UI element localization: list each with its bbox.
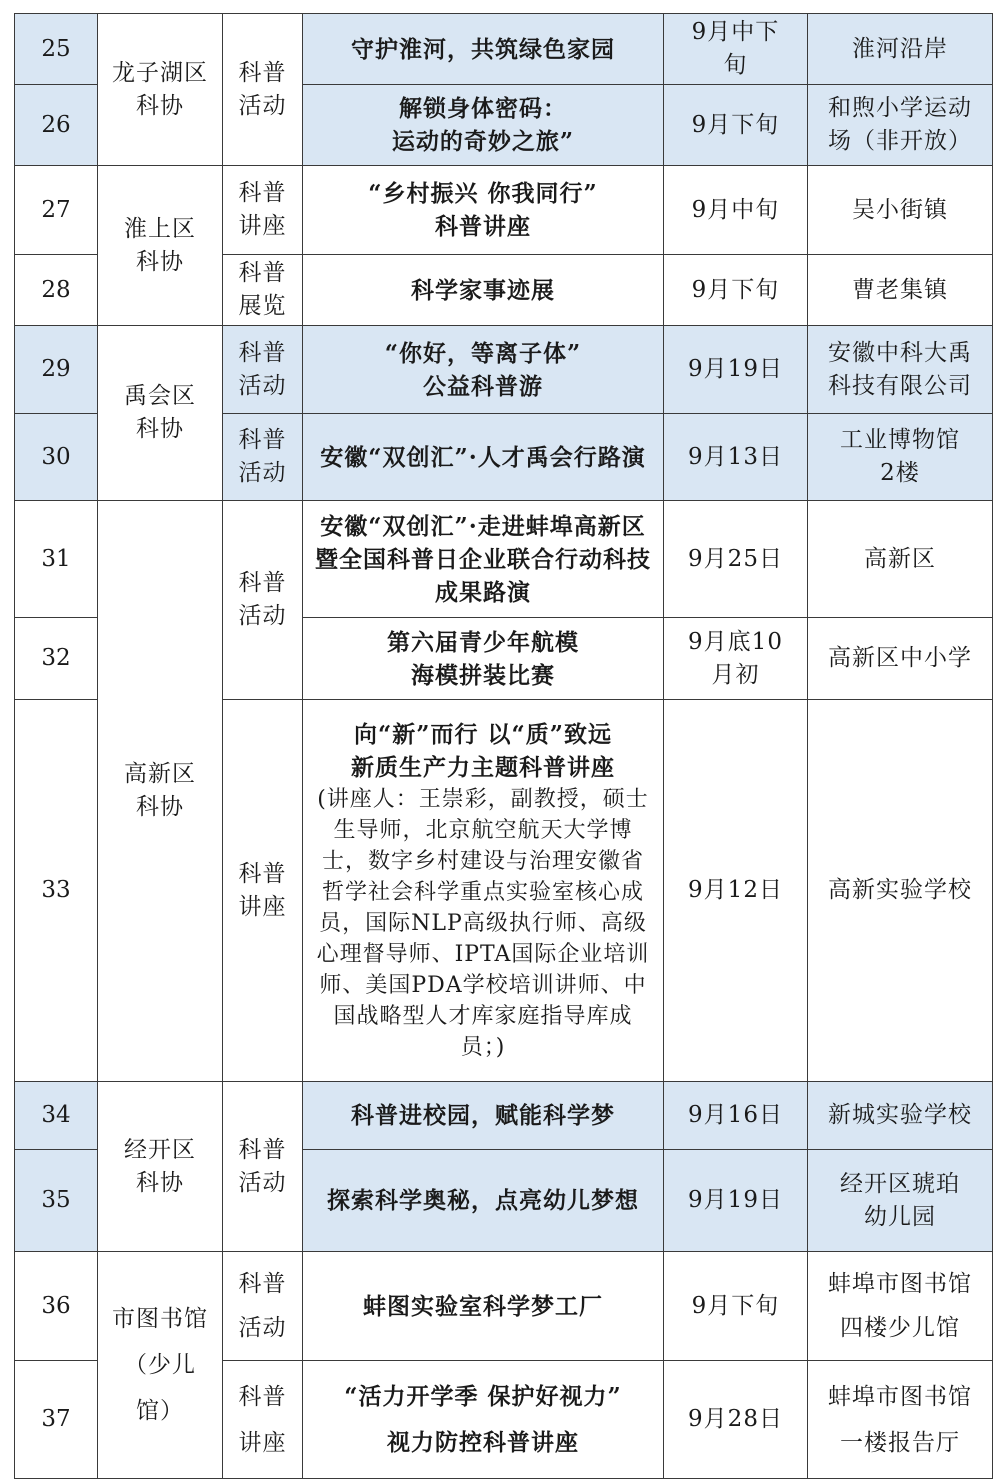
table-row — [15, 14, 993, 85]
activity-date: 9月25日 — [664, 501, 808, 618]
table-row — [15, 501, 993, 618]
place-line: 蚌埠市图书馆 — [828, 1271, 972, 1297]
row-number: 26 — [15, 85, 98, 166]
activity-title — [303, 501, 664, 618]
activity-title — [303, 1361, 664, 1479]
place-line: 一楼报告厅 — [840, 1429, 960, 1456]
activity-place — [808, 1252, 993, 1361]
row-number: 31 — [15, 501, 98, 618]
activity-title: 探索科学奥秘，点亮幼儿梦想 — [303, 1150, 664, 1252]
activity-place-text: 和煦小学运动场（非开放） — [828, 95, 972, 154]
title-line: “你好，等离子体” — [384, 339, 582, 367]
title-line: 解锁身体密码： — [399, 95, 567, 122]
activity-title: 蚌图实验室科学梦工厂 — [303, 1252, 664, 1361]
organizer-name: 禹会区科协 — [124, 383, 196, 442]
organizer-cell — [98, 501, 223, 1082]
place-line: 工业博物馆 — [840, 427, 960, 453]
organizer-cell — [98, 1082, 223, 1252]
organizer-name: 龙子湖区科协 — [112, 59, 208, 119]
table-row — [15, 326, 993, 414]
activity-type: 科普活动 — [238, 427, 287, 486]
activity-place — [808, 1361, 993, 1479]
activity-type-cell — [223, 414, 303, 501]
table-row — [15, 1082, 993, 1150]
row-number: 30 — [15, 414, 98, 501]
activity-place-text: 安徽中科大禹科技有限公司 — [828, 339, 972, 399]
activity-type: 科普展览 — [238, 260, 287, 319]
activity-type: 科普活动 — [238, 1136, 287, 1196]
place-line: 蚌埠市图书馆 — [828, 1383, 972, 1410]
activity-date: 9月下旬 — [664, 85, 808, 166]
row-number: 33 — [15, 700, 98, 1082]
activity-date — [664, 14, 808, 85]
activity-type-cell — [223, 700, 303, 1082]
place-line: 经开区琥珀 — [840, 1170, 960, 1197]
title-line: 公益科普游 — [423, 372, 543, 400]
organizer-cell — [98, 14, 223, 166]
activity-title: 守护淮河，共筑绿色家园 — [303, 14, 664, 85]
title-line: 向“新”而行 以“质”致远 — [354, 721, 612, 748]
activity-type: 科普活动 — [238, 1271, 287, 1341]
activity-date: 9月16日 — [664, 1082, 808, 1150]
activity-title: 科普进校园，赋能科学梦 — [303, 1082, 664, 1150]
organizer-name: 经开区科协 — [124, 1136, 196, 1196]
place-line: 幼儿园 — [864, 1203, 936, 1230]
activity-place — [808, 326, 993, 414]
activity-place: 高新区 — [808, 501, 993, 618]
activity-place: 高新实验学校 — [808, 700, 993, 1082]
title-line: “活力开学季 保护好视力” — [344, 1382, 622, 1410]
place-line: 2楼 — [880, 460, 920, 486]
activity-title — [303, 618, 664, 700]
activity-type: 科普讲座 — [238, 860, 287, 920]
organizer-name: 高新区科协 — [124, 761, 196, 820]
activity-place: 新城实验学校 — [808, 1082, 993, 1150]
row-number: 34 — [15, 1082, 98, 1150]
activity-type: 科普讲座 — [238, 180, 287, 239]
activity-date: 9月19日 — [664, 1150, 808, 1252]
activity-type: 科普活动 — [238, 570, 287, 629]
activity-place — [808, 1150, 993, 1252]
activity-type-cell — [223, 14, 303, 166]
activity-type-cell — [223, 166, 303, 255]
organizer-cell — [98, 166, 223, 326]
title-line: 新质生产力主题科普讲座 — [351, 754, 615, 781]
activity-title — [303, 166, 664, 255]
row-number: 29 — [15, 326, 98, 414]
lecturer-note: (讲座人：王崇彩，副教授，硕士生导师，北京航空航天大学博士，数字乡村建设与治理安徽省哲学社会科学重点实验室核心成员，国际NLP高级执行师、高级心理督导师、IPTA国际企业培训师、美国PDA学校培训讲师、中国战略型人才库家庭指导库成员；) — [316, 787, 650, 1060]
title-line: “乡村振兴 你我同行” — [368, 180, 598, 207]
row-number: 25 — [15, 14, 98, 85]
organizer-cell — [98, 326, 223, 501]
activity-date: 9月12日 — [664, 700, 808, 1082]
activity-title — [303, 326, 664, 414]
activity-title — [303, 414, 664, 501]
title-line: 海模拼装比赛 — [411, 661, 555, 689]
title-text: 安徽“双创汇”·人才禹会行路演 — [320, 443, 646, 471]
activity-date: 9月13日 — [664, 414, 808, 501]
activity-title: 科学家事迹展 — [303, 255, 664, 326]
row-number: 35 — [15, 1150, 98, 1252]
activity-type: 科普活动 — [238, 339, 287, 399]
activity-place: 淮河沿岸 — [808, 14, 993, 85]
activity-place — [808, 85, 993, 166]
activity-title — [303, 700, 664, 1082]
activity-place: 吴小街镇 — [808, 166, 993, 255]
activity-schedule-table — [14, 13, 993, 1479]
activity-type-cell — [223, 255, 303, 326]
organizer-name: 淮上区科协 — [124, 215, 196, 275]
organizer-name: 市图书馆（少儿馆） — [112, 1306, 208, 1424]
row-number: 37 — [15, 1361, 98, 1479]
activity-date — [664, 618, 808, 700]
title-line: 科普讲座 — [435, 213, 531, 240]
title-line: 视力防控科普讲座 — [387, 1428, 579, 1456]
activity-date: 9月28日 — [664, 1361, 808, 1479]
activity-type-cell — [223, 1082, 303, 1252]
activity-place: 曹老集镇 — [808, 255, 993, 326]
row-number: 32 — [15, 618, 98, 700]
organizer-cell — [98, 1252, 223, 1479]
title-line: 第六届青少年航模 — [387, 628, 579, 656]
activity-type-cell — [223, 501, 303, 700]
activity-date: 9月下旬 — [664, 255, 808, 326]
activity-date-text: 9月底10月初 — [688, 628, 783, 688]
row-number: 27 — [15, 166, 98, 255]
activity-type: 科普讲座 — [238, 1383, 287, 1456]
activity-date: 9月下旬 — [664, 1252, 808, 1361]
activity-type-cell — [223, 1361, 303, 1479]
activity-type-cell — [223, 326, 303, 414]
row-number: 28 — [15, 255, 98, 326]
title-text: 安徽“双创汇”·走进蚌埠高新区暨全国科普日企业联合行动科技成果路演 — [315, 512, 651, 606]
place-line: 四楼少儿馆 — [840, 1315, 960, 1341]
activity-date: 9月19日 — [664, 326, 808, 414]
activity-date: 9月中旬 — [664, 166, 808, 255]
activity-place — [808, 414, 993, 501]
activity-date-text: 9月中下旬 — [691, 19, 780, 78]
activity-place: 高新区中小学 — [808, 618, 993, 700]
title-line: 运动的奇妙之旅” — [391, 128, 575, 155]
activity-type-cell — [223, 1252, 303, 1361]
row-number: 36 — [15, 1252, 98, 1361]
table-row — [15, 1252, 993, 1361]
activity-title — [303, 85, 664, 166]
table-row — [15, 166, 993, 255]
activity-type: 科普活动 — [238, 59, 287, 119]
